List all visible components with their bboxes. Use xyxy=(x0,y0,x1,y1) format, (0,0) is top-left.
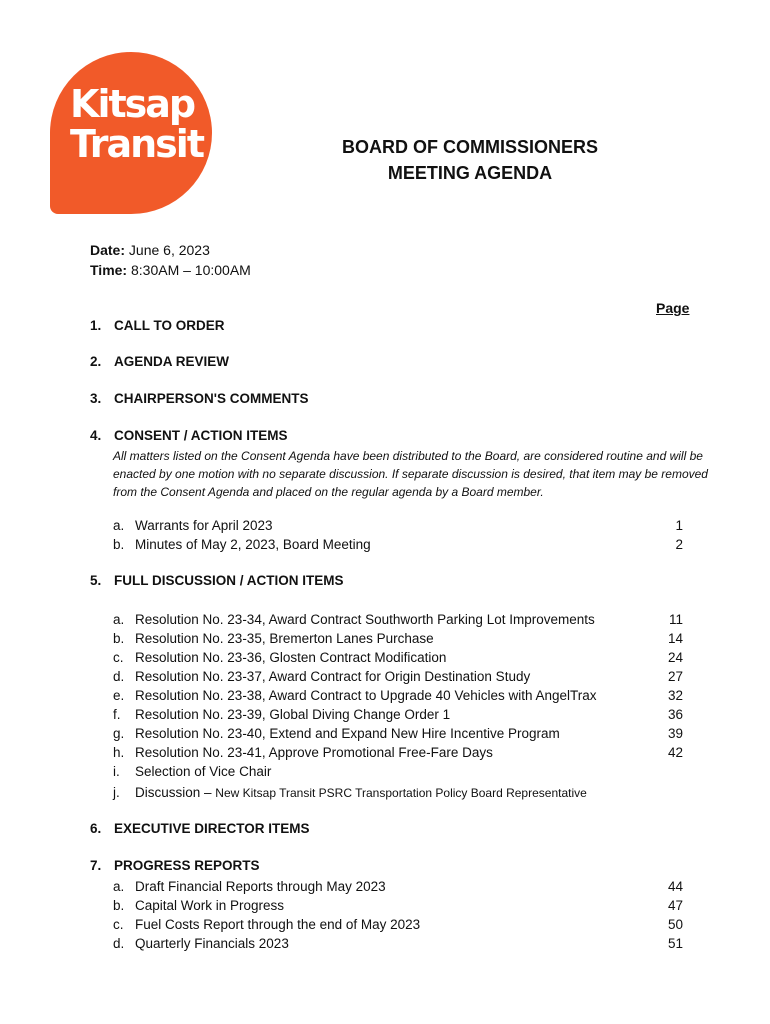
item-page xyxy=(633,762,683,781)
item-text: Capital Work in Progress xyxy=(135,898,285,913)
item-letter: d. xyxy=(113,669,125,684)
section-number: 2. xyxy=(90,354,102,369)
item-text: Quarterly Financials 2023 xyxy=(135,936,289,951)
list-item xyxy=(113,535,683,554)
item-text: Resolution No. 23-36, Glosten Contract Modification xyxy=(135,650,447,665)
consent-items-list xyxy=(113,516,683,554)
item-letter: a. xyxy=(113,612,125,627)
item-letter: e. xyxy=(113,688,125,703)
item-letter: c. xyxy=(113,650,124,665)
item-page: 36 xyxy=(667,707,683,722)
item-page: 42 xyxy=(667,745,683,760)
item-text: Minutes of May 2, 2023, Board Meeting xyxy=(135,537,371,552)
section-progress-reports xyxy=(90,858,260,873)
section-number: 5. xyxy=(90,573,102,588)
section-executive-director-items xyxy=(90,821,310,836)
item-page: 2 xyxy=(675,537,683,552)
item-text: Resolution No. 23-37, Award Contract for Origin Destination Study xyxy=(135,669,531,684)
item-letter: f. xyxy=(113,707,121,722)
date-row xyxy=(90,240,251,260)
item-page xyxy=(633,783,683,802)
list-item xyxy=(113,934,683,953)
time-label: Time: xyxy=(90,262,128,278)
list-item xyxy=(113,610,683,629)
item-page: 11 xyxy=(668,612,683,627)
list-item xyxy=(113,667,683,686)
item-letter: b. xyxy=(113,898,125,913)
item-page: 47 xyxy=(667,898,683,913)
item-text: Draft Financial Reports through May 2023 xyxy=(135,879,386,894)
section-number: 3. xyxy=(90,391,102,406)
item-text: Resolution No. 23-40, Extend and Expand New Hire Incentive Program xyxy=(135,726,560,741)
section-number: 1. xyxy=(90,318,102,333)
discussion-items-list xyxy=(113,610,683,802)
item-text: Resolution No. 23-35, Bremerton Lanes Purchase xyxy=(135,631,434,646)
item-page: 32 xyxy=(667,688,683,703)
meeting-meta xyxy=(90,240,251,280)
item-text: Resolution No. 23-34, Award Contract Southworth Parking Lot Improvements xyxy=(135,612,595,627)
list-item xyxy=(113,629,683,648)
section-full-discussion xyxy=(90,573,344,588)
date-label: Date: xyxy=(90,242,126,258)
list-item xyxy=(113,915,683,934)
item-letter: a. xyxy=(113,879,125,894)
date-value: June 6, 2023 xyxy=(128,242,210,258)
item-text-detail: New Kitsap Transit PSRC Transportation Policy Board Representative xyxy=(215,786,587,800)
item-text: Resolution No. 23-38, Award Contract to Upgrade 40 Vehicles with AngelTrax xyxy=(135,688,597,703)
list-item xyxy=(113,686,683,705)
page-column-header: Page xyxy=(656,300,690,316)
section-number: 4. xyxy=(90,428,102,443)
section-title: CHAIRPERSON'S COMMENTS xyxy=(114,391,309,406)
progress-reports-list xyxy=(113,877,683,953)
section-consent-action-items xyxy=(90,428,288,443)
list-item xyxy=(113,648,683,667)
list-item xyxy=(113,743,683,762)
item-letter: h. xyxy=(113,745,125,760)
section-chairperson-comments xyxy=(90,391,308,406)
list-item xyxy=(113,762,683,781)
section-title: PROGRESS REPORTS xyxy=(114,858,260,873)
section-title: EXECUTIVE DIRECTOR ITEMS xyxy=(114,821,310,836)
time-row xyxy=(90,260,251,280)
item-letter: a. xyxy=(113,518,125,533)
item-page: 27 xyxy=(667,669,683,684)
list-item xyxy=(113,705,683,724)
item-letter: g. xyxy=(113,726,125,741)
item-letter: c. xyxy=(113,917,124,932)
section-title: FULL DISCUSSION / ACTION ITEMS xyxy=(114,573,344,588)
section-number: 6. xyxy=(90,821,102,836)
section-title: CALL TO ORDER xyxy=(114,318,225,333)
item-page: 44 xyxy=(667,879,683,894)
item-page: 1 xyxy=(675,518,683,533)
list-item xyxy=(113,783,683,802)
list-item xyxy=(113,896,683,915)
item-text-lead: Discussion – xyxy=(135,785,216,800)
section-call-to-order xyxy=(90,318,225,333)
section-title: AGENDA REVIEW xyxy=(114,354,230,369)
item-page: 50 xyxy=(667,917,683,932)
item-text: Selection of Vice Chair xyxy=(135,764,272,779)
item-text: Fuel Costs Report through the end of May 2023 xyxy=(135,917,421,932)
item-text: Resolution No. 23-39, Global Diving Change Order 1 xyxy=(135,707,451,722)
item-text: Resolution No. 23-41, Approve Promotional Free-Fare Days xyxy=(135,745,493,760)
item-letter: i. xyxy=(113,764,120,779)
section-title: CONSENT / ACTION ITEMS xyxy=(114,428,288,443)
item-letter: b. xyxy=(113,537,125,552)
logo-line-1: Kitsap xyxy=(70,82,195,126)
title-line-1: BOARD OF COMMISSIONERS xyxy=(341,137,598,157)
list-item xyxy=(113,516,683,535)
item-page: 24 xyxy=(667,650,683,665)
time-value: 8:30AM – 10:00AM xyxy=(130,262,251,278)
title-line-2: MEETING AGENDA xyxy=(387,163,553,183)
item-letter: b. xyxy=(113,631,125,646)
consent-agenda-note: All matters listed on the Consent Agenda have been distributed to the Board, are considered routine and will be enacted by one motion with no separate discussion. If separate discussion is desired, that item may be removed from the Consent Agenda and placed on the regular agenda by a Board member. xyxy=(113,449,708,499)
logo-wordmark xyxy=(70,84,220,164)
item-page: 51 xyxy=(667,936,683,951)
section-agenda-review xyxy=(90,354,229,369)
item-text xyxy=(135,783,633,802)
list-item xyxy=(113,724,683,743)
logo-line-2: Transit xyxy=(70,122,203,166)
item-page: 14 xyxy=(667,631,683,646)
document-title xyxy=(300,134,640,186)
list-item xyxy=(113,877,683,896)
item-letter: d. xyxy=(113,936,125,951)
section-number: 7. xyxy=(90,858,102,873)
item-text: Warrants for April 2023 xyxy=(135,518,273,533)
item-page: 39 xyxy=(667,726,683,741)
item-letter: j. xyxy=(113,785,120,800)
